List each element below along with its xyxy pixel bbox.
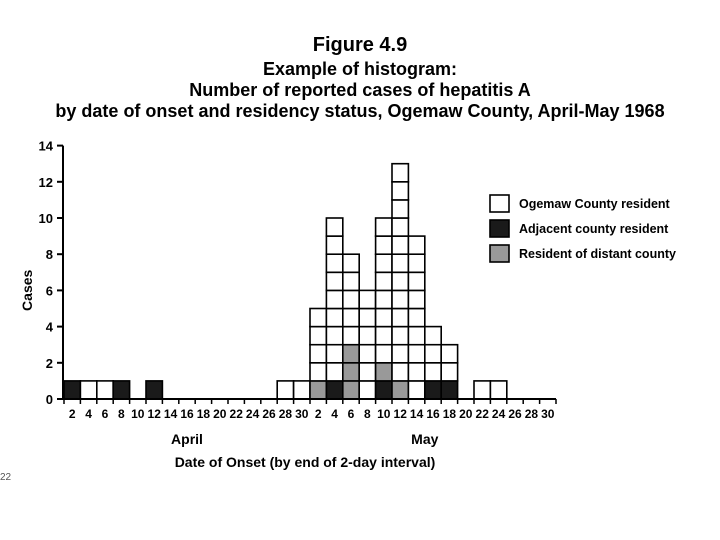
bar-unit-ogemaw-county-resident (310, 309, 326, 327)
bar-unit-ogemaw-county-resident (474, 381, 490, 399)
bar-unit-ogemaw-county-resident (392, 218, 408, 236)
x-tick-label: 10 (131, 407, 145, 421)
x-tick-label: 24 (491, 407, 506, 421)
y-tick-label: 2 (45, 355, 53, 371)
y-tick-label: 14 (38, 138, 53, 154)
legend-label: Resident of distant county (519, 247, 676, 261)
bar-unit-ogemaw-county-resident (359, 345, 375, 363)
bar-unit-ogemaw-county-resident (376, 236, 392, 254)
bar-unit-ogemaw-county-resident (392, 363, 408, 381)
bar-unit-ogemaw-county-resident (408, 236, 424, 254)
bar-unit-ogemaw-county-resident (376, 327, 392, 345)
x-tick-label: 22 (475, 407, 489, 421)
bar-unit-resident-of-distant-county (376, 363, 392, 381)
bar-unit-ogemaw-county-resident (392, 164, 408, 182)
x-tick-label: 4 (85, 407, 92, 421)
x-tick-label: 26 (262, 407, 276, 421)
x-tick-label: 14 (163, 407, 178, 421)
x-tick-label: 16 (426, 407, 440, 421)
x-tick-label: 26 (508, 407, 522, 421)
bar-unit-ogemaw-county-resident (310, 327, 326, 345)
bar-unit-ogemaw-county-resident (80, 381, 96, 399)
month-label-may: May (411, 431, 439, 447)
x-tick-label: 20 (459, 407, 473, 421)
bar-unit-ogemaw-county-resident (310, 345, 326, 363)
x-tick-label: 4 (331, 407, 338, 421)
x-tick-label: 30 (295, 407, 309, 421)
x-tick-label: 2 (314, 407, 322, 421)
bar-unit-ogemaw-county-resident (359, 381, 375, 399)
bar-unit-ogemaw-county-resident (310, 363, 326, 381)
bar-unit-ogemaw-county-resident (408, 309, 424, 327)
bar-unit-ogemaw-county-resident (97, 381, 113, 399)
bar-unit-adjacent-county-resident (425, 381, 441, 399)
bar-unit-ogemaw-county-resident (408, 272, 424, 290)
bar-unit-ogemaw-county-resident (277, 381, 293, 399)
x-tick-label: 22 (229, 407, 243, 421)
bar-unit-ogemaw-county-resident (359, 309, 375, 327)
chart-title: Figure 4.9 (312, 34, 408, 56)
bar-unit-ogemaw-county-resident (343, 290, 359, 308)
bar-unit-ogemaw-county-resident (490, 381, 506, 399)
x-tick-label: 2 (68, 407, 76, 421)
bar-unit-ogemaw-county-resident (359, 327, 375, 345)
x-tick-label: 18 (196, 407, 211, 421)
bar-unit-ogemaw-county-resident (326, 218, 342, 236)
bar-unit-ogemaw-county-resident (392, 327, 408, 345)
bar-unit-ogemaw-county-resident (359, 290, 375, 308)
bar-unit-resident-of-distant-county (343, 363, 359, 381)
x-tick-label: 10 (377, 407, 391, 421)
x-tick-label: 18 (442, 407, 457, 421)
bar-unit-ogemaw-county-resident (359, 363, 375, 381)
bar-unit-ogemaw-county-resident (376, 254, 392, 272)
bar-unit-ogemaw-county-resident (425, 363, 441, 381)
x-tick-label: 30 (541, 407, 555, 421)
x-tick-label: 28 (524, 407, 539, 421)
bar-unit-ogemaw-county-resident (392, 200, 408, 218)
x-tick-label: 20 (213, 407, 227, 421)
bar-unit-ogemaw-county-resident (326, 345, 342, 363)
x-tick-label: 24 (245, 407, 260, 421)
bar-unit-ogemaw-county-resident (408, 327, 424, 345)
bar-unit-ogemaw-county-resident (326, 254, 342, 272)
chart-subtitle-line-3: by date of onset and residency status, Ogemaw County, April-May 1968 (55, 101, 665, 122)
bar-unit-ogemaw-county-resident (408, 363, 424, 381)
legend-label: Ogemaw County resident (519, 197, 670, 211)
bar-unit-ogemaw-county-resident (326, 363, 342, 381)
bar-unit-ogemaw-county-resident (425, 327, 441, 345)
x-tick-label: 12 (147, 407, 161, 421)
bar-unit-ogemaw-county-resident (392, 236, 408, 254)
bar-unit-ogemaw-county-resident (376, 309, 392, 327)
bar-unit-ogemaw-county-resident (392, 254, 408, 272)
y-tick-label: 6 (45, 283, 53, 299)
bar-unit-ogemaw-county-resident (343, 309, 359, 327)
x-tick-label: 12 (393, 407, 407, 421)
y-tick-label: 0 (45, 392, 53, 407)
bar-unit-resident-of-distant-county (310, 381, 326, 399)
bar-unit-resident-of-distant-county (343, 345, 359, 363)
bar-unit-ogemaw-county-resident (392, 345, 408, 363)
bar-unit-ogemaw-county-resident (441, 345, 457, 363)
bar-unit-ogemaw-county-resident (392, 290, 408, 308)
bar-unit-ogemaw-county-resident (441, 363, 457, 381)
bar-unit-adjacent-county-resident (113, 381, 129, 399)
bar-unit-ogemaw-county-resident (392, 182, 408, 200)
bar-unit-ogemaw-county-resident (392, 272, 408, 290)
bar-unit-ogemaw-county-resident (326, 272, 342, 290)
bar-unit-ogemaw-county-resident (294, 381, 310, 399)
y-tick-label: 10 (38, 211, 53, 226)
legend-label: Adjacent county resident (519, 222, 669, 236)
bar-unit-ogemaw-county-resident (326, 236, 342, 254)
bar-unit-ogemaw-county-resident (408, 290, 424, 308)
bar-unit-ogemaw-county-resident (376, 290, 392, 308)
x-tick-label: 6 (101, 407, 109, 421)
legend-swatch (490, 245, 509, 262)
bar-unit-ogemaw-county-resident (343, 254, 359, 272)
y-tick-label: 8 (45, 247, 53, 263)
y-tick-label: 12 (38, 174, 53, 190)
bar-unit-ogemaw-county-resident (376, 345, 392, 363)
y-axis-title: Cases (19, 269, 35, 311)
x-tick-label: 14 (409, 407, 424, 421)
bar-unit-ogemaw-county-resident (425, 345, 441, 363)
month-label-april: April (171, 431, 203, 447)
x-tick-label: 8 (118, 407, 125, 421)
bar-unit-ogemaw-county-resident (343, 272, 359, 290)
bar-unit-resident-of-distant-county (343, 381, 359, 399)
bar-unit-adjacent-county-resident (64, 381, 80, 399)
bar-unit-ogemaw-county-resident (376, 218, 392, 236)
legend-swatch (490, 195, 509, 212)
y-tick-label: 4 (45, 319, 53, 335)
bar-unit-ogemaw-county-resident (326, 327, 342, 345)
legend-swatch (490, 220, 509, 237)
bar-unit-ogemaw-county-resident (326, 290, 342, 308)
x-tick-label: 8 (364, 407, 371, 421)
bar-unit-ogemaw-county-resident (392, 309, 408, 327)
bar-unit-adjacent-county-resident (441, 381, 457, 399)
bar-unit-ogemaw-county-resident (408, 254, 424, 272)
bar-unit-adjacent-county-resident (146, 381, 162, 399)
bar-unit-resident-of-distant-county (392, 381, 408, 399)
bar-unit-ogemaw-county-resident (343, 327, 359, 345)
bar-unit-adjacent-county-resident (326, 381, 342, 399)
bar-unit-adjacent-county-resident (376, 381, 392, 399)
slide-number: 22 (0, 472, 12, 483)
x-tick-label: 28 (278, 407, 293, 421)
chart-subtitle-line-1: Example of histogram: (262, 58, 458, 79)
bar-unit-ogemaw-county-resident (408, 381, 424, 399)
bar-unit-ogemaw-county-resident (408, 345, 424, 363)
chart-subtitle-line-2: Number of reported cases of hepatitis A (189, 79, 531, 100)
bar-unit-ogemaw-county-resident (326, 309, 342, 327)
x-tick-label: 6 (347, 407, 355, 421)
bar-unit-ogemaw-county-resident (376, 272, 392, 290)
x-axis-title: Date of Onset (by end of 2-day interval) (174, 454, 436, 470)
x-tick-label: 16 (180, 407, 194, 421)
